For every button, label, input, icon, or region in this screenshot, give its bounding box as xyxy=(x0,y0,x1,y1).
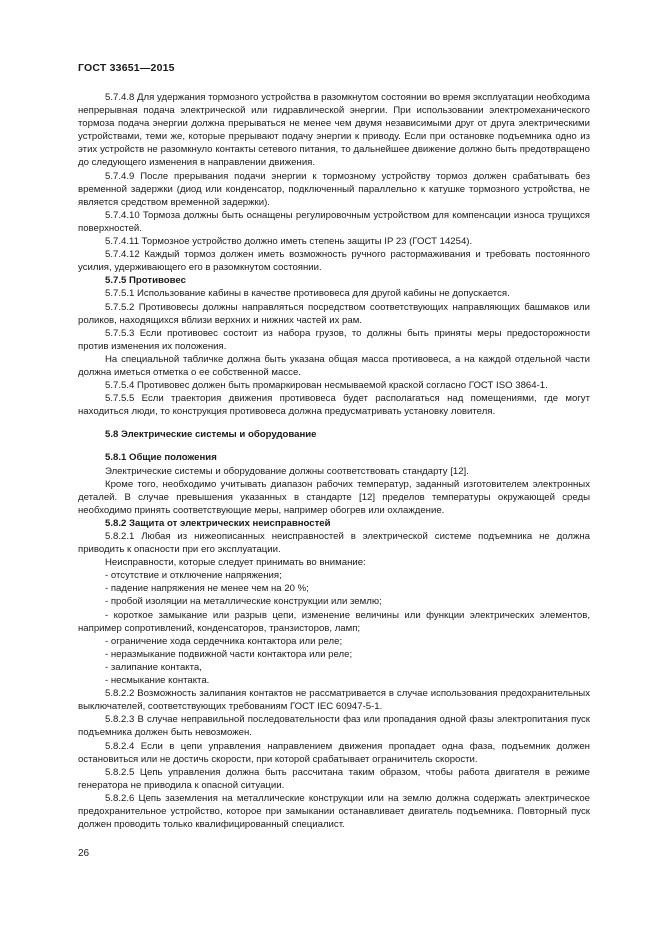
paragraph: Неисправности, которые следует принимать во внимание: xyxy=(105,557,366,569)
paragraph: - отсутствие и отключение напряжения; xyxy=(105,570,282,582)
paragraph: - залипание контакта, xyxy=(105,661,202,673)
paragraph: 5.8.2.6 Цепь заземления на металлические конструкции или на землю должна содержать электрическое предохранительное устройство, которое при замыкании останавливает двигатель подъемника. Повторный пуск должен проводить только квалифицированный специалист. xyxy=(78,792,590,831)
paragraph: 5.7.5 Противовес xyxy=(105,275,186,287)
paragraph: 5.8.2.3 В случае неправильной последовательности фаз или пропадания одной фазы электропитания пуск подъемника должен быть невозможен. xyxy=(78,714,590,739)
paragraph: - неразмыкание подвижной части контактора или реле; xyxy=(105,648,353,660)
paragraph: - ограничение хода сердечника контактора или реле; xyxy=(105,635,343,647)
paragraph: - падение напряжения не менее чем на 20 %; xyxy=(105,583,309,595)
paragraph: 5.8 Электрические системы и оборудование xyxy=(105,429,317,441)
paragraph: 5.7.5.3 Если противовес состоит из набора грузов, то должны быть приняты меры предосторожности против изменения их положения. xyxy=(78,327,590,352)
paragraph: 5.8.2.5 Цепь управления должна быть рассчитана таким образом, чтобы работа двигателя в режиме генератора не приводила к опасной ситуации. xyxy=(78,766,590,791)
paragraph: Электрические системы и оборудование должны соответствовать стандарту [12]. xyxy=(105,465,469,477)
paragraph: На специальной табличке должна быть указана общая масса противовеса, а на каждой отдельной части должна иметься отметка о ее собственной массе. xyxy=(78,353,590,378)
paragraph: 5.8.2.1 Любая из нижеописанных неисправностей в электрической системе подъемника не должна приводить к опасности при его эксплуатации. xyxy=(78,531,590,556)
paragraph: - пробой изоляции на металлические конструкции или землю; xyxy=(105,596,382,608)
paragraph: 5.7.4.11 Тормозное устройство должно иметь степень защиты IP 23 (ГОСТ 14254). xyxy=(105,236,473,248)
paragraph: 5.7.4.12 Каждый тормоз должен иметь возможность ручного растормаживания и требовать постоянного усилия, удерживающего его в разомкнутом состоянии. xyxy=(78,249,590,274)
paragraph: Кроме того, необходимо учитывать диапазон рабочих температур, заданный изготовителем электронных деталей. В случае превышения указанных в стандарте [12] пределов температуры окружающей среды необходимо принять соответствующие меры, например обогрев или охлаждение. xyxy=(78,478,590,516)
paragraph: 5.7.5.4 Противовес должен быть промаркирован несмываемой краской согласно ГОСТ ISO 3864-1. xyxy=(105,380,548,392)
paragraph: 5.7.5.2 Противовесы должны направляться посредством соответствующих направляющих башмаков или роликов, находящихся вблизи верхних и нижних частей их рам. xyxy=(78,301,590,326)
paragraph: 5.8.2.4 Если в цепи управления направлением движения пропадает одна фаза, подъемник должен остановиться или не достичь скорости, при которой срабатывает ограничитель скорости. xyxy=(78,740,590,765)
paragraph: 5.7.4.8 Для удержания тормозного устройства в разомкнутом состоянии во время эксплуатации необходима непрерывная подача электрической или гидравлической энергии. При использовании электромеханического тормоза подача энергии должна прерываться не менее чем двумя независимыми друг от друга электрическими устройствами, теми же, которые прерывают подачу энергии к приводу. Если при остановке подъемника одно из этих устройств не разомкнуло контакты сетевого питания, то дальнейшее движение должно быть предотвращено до следующего изменения в направлении движения. xyxy=(78,92,590,169)
page-number: 26 xyxy=(78,848,90,859)
paragraph: - несмыкание контакта. xyxy=(105,675,210,687)
paragraph: 5.8.2 Защита от электрических неисправностей xyxy=(105,517,331,529)
paragraph: 5.8.1 Общие положения xyxy=(105,452,217,464)
paragraph: 5.7.5.5 Если траектория движения противовеса будет располагаться над помещениями, где могут находиться люди, то конструкция противовеса должна предусматривать установку ловителя. xyxy=(78,393,590,418)
paragraph: 5.8.2.2 Возможность залипания контактов не рассматривается в случае использования предохранительных выключателей, соответствующих требованиям ГОСТ IEC 60947-5-1. xyxy=(78,688,590,713)
paragraph: 5.7.5.1 Использование кабины в качестве противовеса для другой кабины не допускается. xyxy=(105,288,510,300)
paragraph: - короткое замыкание или разрыв цепи, изменение величины или функции электрических элементов, например сопротивлений, конденсаторов, транзисторов, ламп; xyxy=(78,609,590,634)
paragraph: 5.7.4.9 После прерывания подачи энергии к тормозному устройству тормоз должен срабатывать без временной задержки (диод или конденсатор, подключенный параллельно к катушке тормозного устройства, не является средством временной задержки). xyxy=(78,170,590,208)
document-body xyxy=(78,91,590,831)
document-header: ГОСТ 33651—2015 xyxy=(78,62,175,74)
paragraph: 5.7.4.10 Тормоза должны быть оснащены регулировочным устройством для компенсации износа трущихся поверхностей. xyxy=(78,209,590,234)
